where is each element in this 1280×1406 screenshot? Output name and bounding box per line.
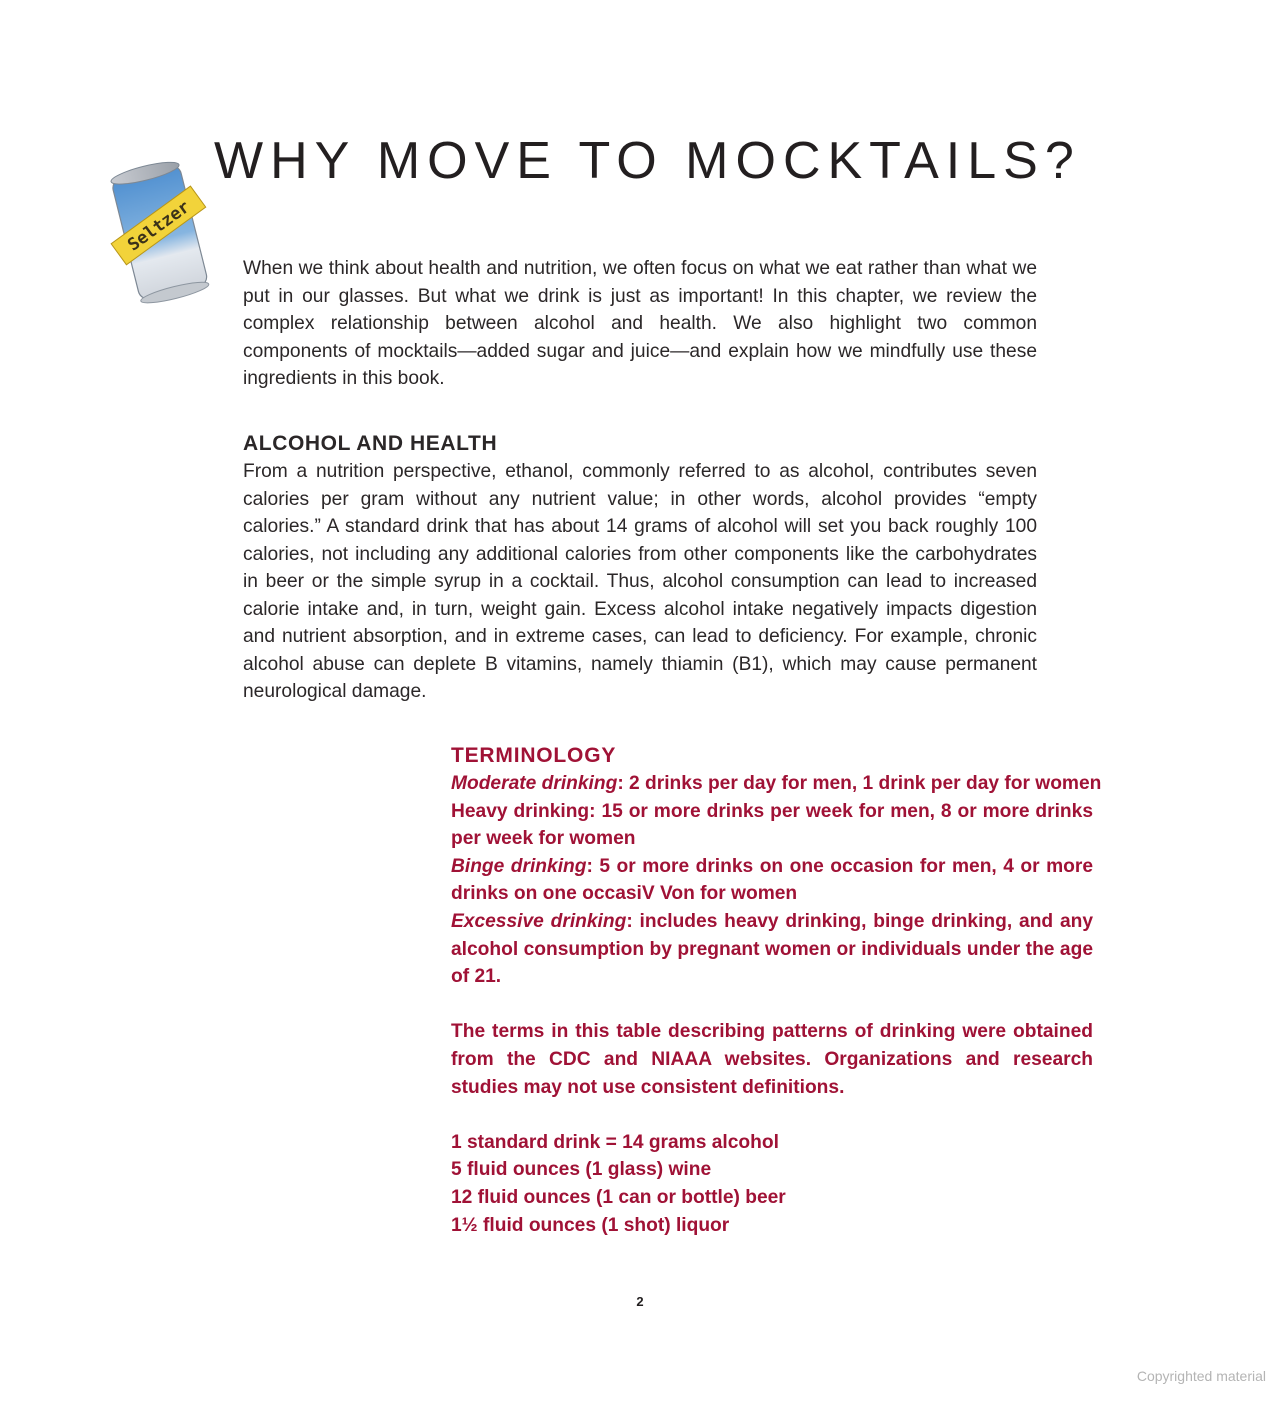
term-name: Heavy drinking xyxy=(451,800,590,822)
term-name: Binge drinking xyxy=(451,855,587,877)
term-definition: : includes heavy drinking, binge drinking, and any alcohol consumption by pregnant women or individuals under the age of 21. xyxy=(451,910,1094,988)
term-heavy xyxy=(451,798,1093,853)
equivalent-line: 5 fluid ounces (1 glass) wine xyxy=(451,1159,712,1181)
term-binge xyxy=(451,853,1093,908)
term-name: Excessive drinking xyxy=(451,910,627,932)
equivalent-line: 1½ fluid ounces (1 shot) liquor xyxy=(451,1214,730,1236)
page-number: 2 xyxy=(636,1294,644,1309)
can-label: Seltzer xyxy=(124,197,194,256)
equivalent-line: 1 standard drink = 14 grams alcohol xyxy=(451,1131,779,1153)
copyright-watermark: Copyrighted material xyxy=(1136,1368,1266,1384)
spacer xyxy=(451,991,1093,1019)
terminology-heading: TERMINOLOGY xyxy=(451,744,617,767)
terminology-box xyxy=(451,742,1102,1239)
seltzer-can-icon xyxy=(98,148,224,310)
term-excessive xyxy=(451,908,1093,991)
term-moderate xyxy=(451,770,1102,798)
term-definition: : 5 or more drinks on one occasion for men, 4 or more drinks on one occasiV Von for women xyxy=(451,855,1094,905)
terminology-note: The terms in this table describing patterns of drinking were obtained from the CDC and NIAAA websites. Organizations and research studies may not use consistent definitions. xyxy=(451,1021,1093,1098)
term-definition: : 2 drinks per day for men, 1 drink per day for women xyxy=(617,773,1102,794)
spacer xyxy=(451,1101,1093,1129)
section-body: From a nutrition perspective, ethanol, commonly referred to as alcohol, contributes seven calories per gram without any nutrient value; in other words, alcohol provides “empty calories.” A standard drink that has about 14 grams of alcohol will set you back roughly 100 calories, not including any additional calories from other components like the carbohydrates in beer or the simple syrup in a cocktail. Thus, alcohol consumption can lead to increased calorie intake and, in turn, weight gain. Excess alcohol intake negatively impacts digestion and nutrient absorption, and in extreme cases, can lead to deficiency. For example, chronic alcohol abuse can deplete B vitamins, namely thiamin (B1), which may cause permanent neurological damage. xyxy=(243,461,1037,702)
intro-paragraph: When we think about health and nutrition, we often focus on what we eat rather than what we put in our glasses. But what we drink is just as important! In this chapter, we review the complex relationship between alcohol and health. We also highlight two common components of mocktails—added sugar and juice—and explain how we mindfully use these ingredients in this book. xyxy=(243,258,1037,389)
page-title: WHY MOVE TO MOCKTAILS? xyxy=(214,132,1081,190)
section-heading: ALCOHOL AND HEALTH xyxy=(243,432,498,455)
term-name: Moderate drinking xyxy=(451,773,618,794)
equivalent-line: 12 fluid ounces (1 can or bottle) beer xyxy=(451,1186,786,1208)
term-definition: : 15 or more drinks per week for men, 8 or more drinks per week for women xyxy=(451,800,1093,850)
